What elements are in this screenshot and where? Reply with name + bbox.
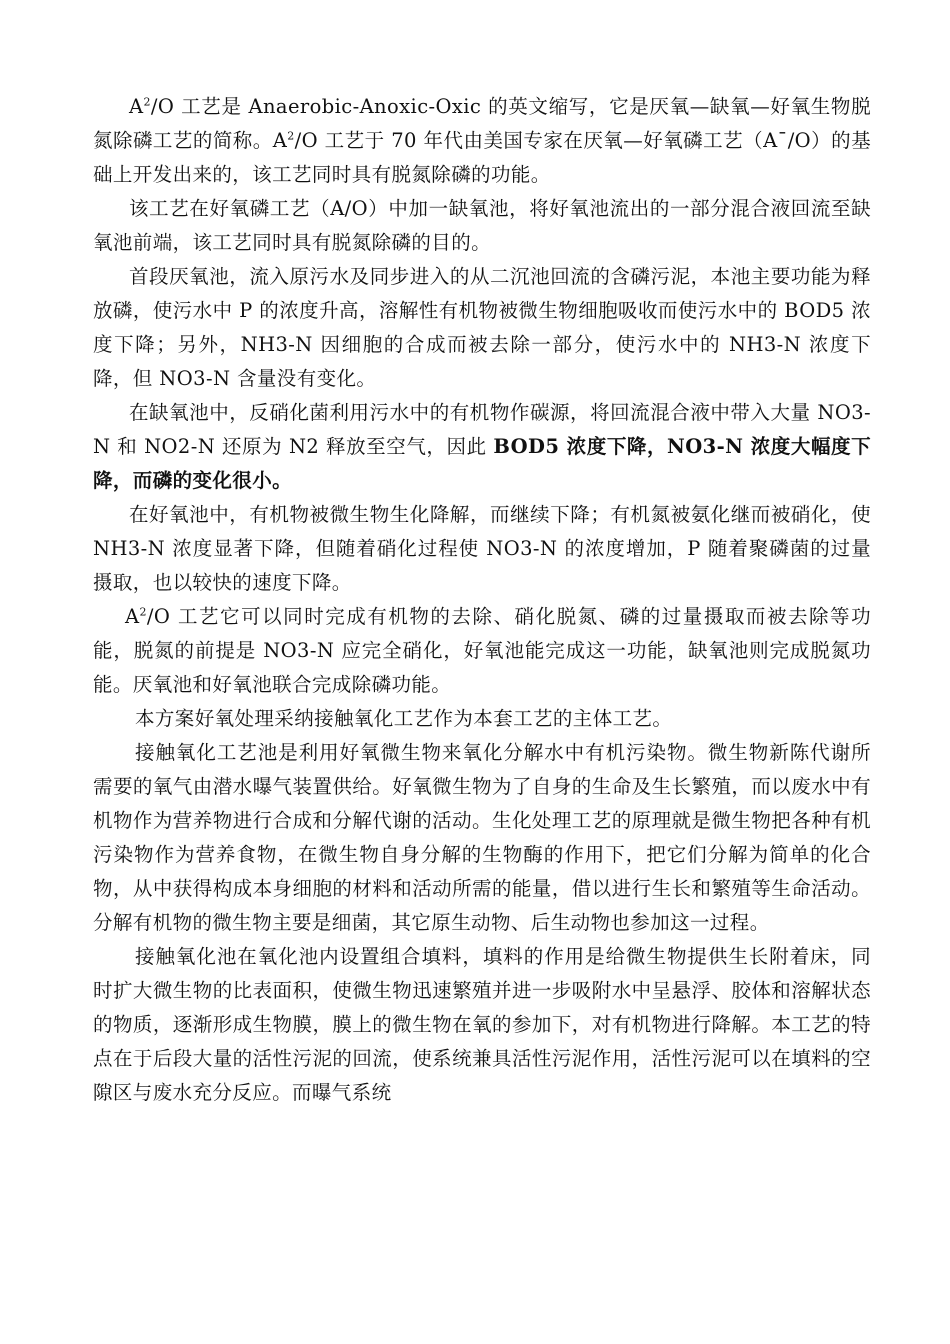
paragraph-aerobic-stage — [93, 498, 871, 600]
a2o-prefix: A — [125, 605, 140, 628]
paragraph-contact-oxidation-tank — [93, 940, 871, 1110]
a2o-prefix: A — [129, 95, 144, 118]
superscript-2: 2 — [143, 95, 151, 109]
paragraph-anaerobic-stage — [93, 260, 871, 396]
paragraph-text: 在缺氧池中，反硝化菌利用污水中的有机物作碳源，将回流混合液中带入大量 NO3-N 和 NO2-N 还原为 N2 释放至空气，因此 — [93, 401, 871, 458]
superscript-2: 2 — [287, 129, 295, 143]
paragraph-text: 接触氧化工艺池是利用好氧微生物来氧化分解水中有机污染物。微生物新陈代谢所需要的氧气由潜水曝气装置供给。好氧微生物为了自身的生命及生长繁殖，而以废水中有机物作为营养物进行合成和分解代谢的活动。生化处理工艺的原理就是微生物把各种有机污染物作为营养食物，在微生物自身分解的生物酶的作用下，把它们分解为简单的化合物，从中获得构成本身细胞的材料和活动所需的能量，借以进行生长和繁殖等生命活动。分解有机物的微生物主要是细菌，其它原生动物、后生动物也参加这一过程。 — [93, 741, 871, 934]
a2o-suffix: /O — [150, 95, 175, 118]
paragraph-text: 在好氧池中，有机物被微生物生化降解，而继续下降；有机氮被氨化继而被硝化，使 NH3-N 浓度显著下降，但随着硝化过程使 NO3-N 的浓度增加，P 随着聚磷菌的过量摄取，也以较快的速度下降。 — [93, 503, 871, 594]
paragraph-a2o-definition — [93, 90, 871, 192]
paragraph-scheme-choice — [93, 702, 871, 736]
superscript-2: 2 — [139, 605, 147, 619]
paragraph-anoxic-tank-added — [93, 192, 871, 260]
paragraph-text: 工艺它可以同时完成有机物的去除、硝化脱氮、磷的过量摄取而被去除等功能，脱氮的前提是 NO3-N 应完全硝化，好氧池能完成这一功能，缺氧池则完成脱氮功能。厌氧池和好氧池联合完成除磷功能。 — [93, 605, 871, 696]
paragraph-contact-oxidation-principle — [93, 736, 871, 940]
bold-text: BOD5 浓度下降，NO3-N 浓度大幅度下降，而磷的变化很小。 — [93, 435, 872, 492]
paragraph-text: 首段厌氧池，流入原污水及同步进入的从二沉池回流的含磷污泥，本池主要功能为释放磷，使污水中 P 的浓度升高，溶解性有机物被微生物细胞吸收而使污水中的 BOD5 浓度下降；另外，NH3-N 因细胞的合成而被去除一部分，使污水中的 NH3-N 浓度下降，但 NO3-N 含量没有变化。 — [93, 265, 871, 390]
paragraph-anoxic-stage — [93, 396, 871, 498]
document-page — [93, 90, 871, 1110]
paragraph-text: 该工艺在好氧磷工艺（A/O）中加一缺氧池，将好氧池流出的一部分混合液回流至缺氧池前端，该工艺同时具有脱氮除磷的目的。 — [93, 197, 871, 254]
paragraph-text: 工艺是 Anaerobic-Anoxic-Oxic 的英文缩写，它是厌氧—缺氧—好氧生物脱氮除磷工艺的简称。A — [93, 95, 871, 152]
paragraph-text: /O 工艺于 70 年代由美国专家在厌氧—好氧磷工艺（A¯/O）的基础上开发出来的，该工艺同时具有脱氮除磷的功能。 — [93, 129, 871, 186]
paragraph-a2o-summary — [93, 600, 871, 702]
paragraph-text: 接触氧化池在氧化池内设置组合填料，填料的作用是给微生物提供生长附着床，同时扩大微生物的比表面积，使微生物迅速繁殖并进一步吸附水中呈悬浮、胶体和溶解状态的物质，逐渐形成生物膜，膜上的微生物在氧的参加下，对有机物进行降解。本工艺的特点在于后段大量的活性污泥的回流，使系统兼具活性污泥作用，活性污泥可以在填料的空隙区与废水充分反应。而曝气系统 — [93, 945, 871, 1104]
paragraph-text: 本方案好氧处理采纳接触氧化工艺作为本套工艺的主体工艺。 — [135, 707, 673, 730]
a2o-suffix: /O — [146, 605, 171, 628]
